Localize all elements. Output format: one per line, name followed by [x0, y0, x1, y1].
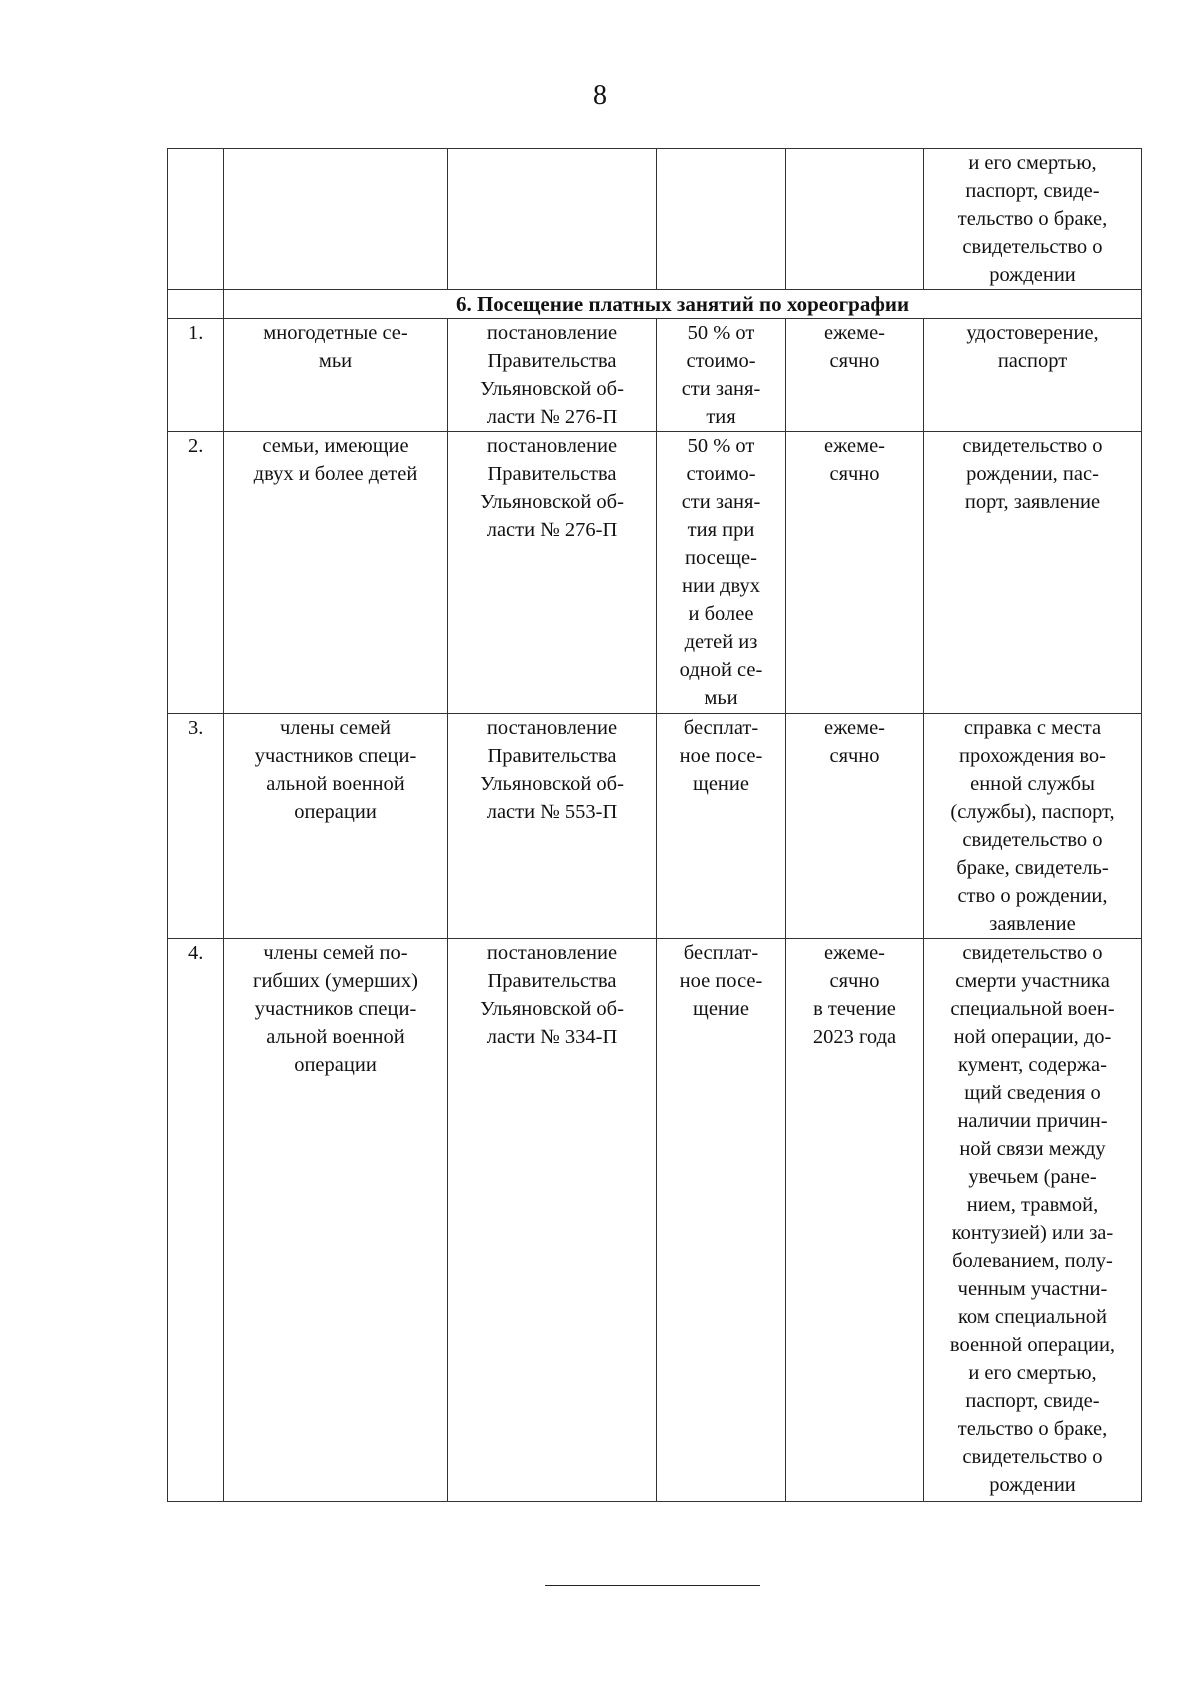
cell-category [224, 149, 448, 290]
row-number: 4. [168, 939, 224, 1502]
table-row [168, 714, 1142, 939]
row-number: 3. [168, 714, 224, 939]
cell-docs: и его смертью, паспорт, свиде- тельство о браке, свидетельство о рождении [924, 149, 1142, 290]
cell-basis: постановление Правительства Ульяновской об- ласти № 334-П [448, 939, 657, 1502]
continuation-row [168, 149, 1142, 290]
cell-docs: свидетельство о смерти участника специальной воен- ной операции, до- кумент, содержа- щий сведения о наличии причин- ной связи между увечьем (ране- нием, травмой, контузией) или за- болеванием, полу- ченным участни- ком специальной военной операции, и его смертью, паспорт, свиде- тельство о браке, свидетельство о рождении [924, 939, 1142, 1502]
cell-category: семьи, имеющие двух и более детей [224, 432, 448, 714]
cell-basis: постановление Правительства Ульяновской об- ласти № 276-П [448, 319, 657, 432]
row-number: 2. [168, 432, 224, 714]
row-number: 1. [168, 319, 224, 432]
table-row [168, 939, 1142, 1502]
cell-benefit: 50 % от стоимо- сти заня- тия [657, 319, 786, 432]
cell-num [168, 149, 224, 290]
cell-period: ежеме- сячно [786, 319, 924, 432]
cell-benefit: бесплат- ное посе- щение [657, 939, 786, 1502]
cell-benefit: бесплат- ное посе- щение [657, 714, 786, 939]
cell-period [786, 149, 924, 290]
cell-period: ежеме- сячно [786, 432, 924, 714]
cell-category: члены семей по- гибших (умерших) участников специ- альной военной операции [224, 939, 448, 1502]
footer-rule [545, 1585, 760, 1586]
cell-category: многодетные се- мьи [224, 319, 448, 432]
benefits-table [167, 148, 1142, 1502]
page-number: 8 [593, 80, 607, 111]
table-row [168, 432, 1142, 714]
section-row [168, 290, 1142, 319]
cell-num [168, 290, 224, 319]
cell-docs: справка с места прохождения во- енной службы (службы), паспорт, свидетельство о браке, свидетель- ство о рождении, заявление [924, 714, 1142, 939]
cell-benefit: 50 % от стоимо- сти заня- тия при посеще- нии двух и более детей из одной се- мьи [657, 432, 786, 714]
table-row [168, 319, 1142, 432]
cell-benefit [657, 149, 786, 290]
cell-basis: постановление Правительства Ульяновской об- ласти № 276-П [448, 432, 657, 714]
cell-docs: свидетельство о рождении, пас- порт, заявление [924, 432, 1142, 714]
cell-period: ежеме- сячно [786, 714, 924, 939]
cell-period: ежеме- сячно в течение 2023 года [786, 939, 924, 1502]
cell-basis: постановление Правительства Ульяновской об- ласти № 553-П [448, 714, 657, 939]
cell-docs: удостоверение, паспорт [924, 319, 1142, 432]
cell-basis [448, 149, 657, 290]
cell-category: члены семей участников специ- альной военной операции [224, 714, 448, 939]
section-title: 6. Посещение платных занятий по хореографии [224, 290, 1142, 319]
